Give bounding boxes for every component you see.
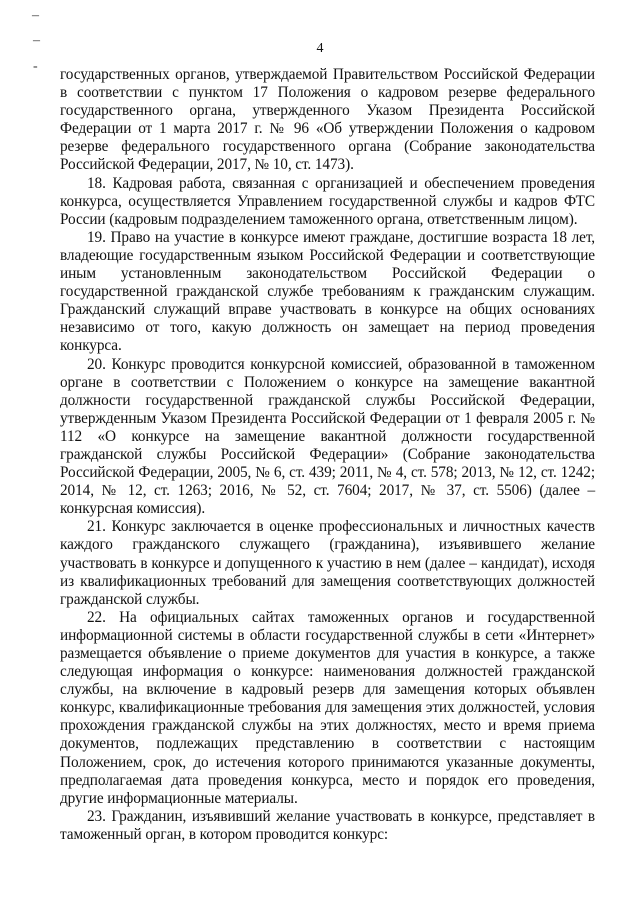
paragraph-18: 18. Кадровая работа, связанная с организацией и обеспечением проведения конкурса, осуществляется Управлением государственной службы и кадров ФТС России (кадровым подразделением таможенного органа, ответственным лицом). xyxy=(60,174,595,228)
margin-mark: – xyxy=(32,8,39,23)
margin-mark: – xyxy=(33,33,40,48)
paragraph-continuation: государственных органов, утверждаемой Правительством Российской Федерации в соответствии с пунктом 17 Положения о кадровом резерве федерального государственного органа, утвержденного Указом Президента Российской Федерации от 1 марта 2017 г. № 96 «Об утверждении Положения о кадровом резерве федерального государственного органа (Собрание законодательства Российской Федерации, 2017, № 10, ст. 1473). xyxy=(60,66,595,174)
paragraph-20: 20. Конкурс проводится конкурсной комиссией, образованной в таможенном органе в соответствии с Положением о конкурсе на замещение вакантной должности государственной гражданской службы Российской Федерации, утвержденным Указом Президента Российской Федерации от 1 февраля 2005 г. № 112 «О конкурсе на замещение вакантной должности государственной гражданской службы Российской Федерации» (Собрание законодательства Российской Федерации, 2005, № 6, ст. 439; 2011, № 4, ст. 578; 2013, № 12, ст. 1242; 2014, № 12, ст. 1263; 2016, № 52, ст. 7604; 2017, № 37, ст. 5506) (далее – конкурсная комиссия). xyxy=(60,355,595,518)
paragraph-21: 21. Конкурс заключается в оценке профессиональных и личностных качеств каждого гражданского служащего (гражданина), изъявившего желание участвовать в конкурсе и допущенного к участию в нем (далее – кандидат), исходя из квалификационных требований для замещения соответствующих должностей гражданской службы. xyxy=(60,518,595,608)
document-body xyxy=(60,66,595,844)
margin-mark: - xyxy=(33,59,38,74)
paragraph-23: 23. Гражданин, изъявивший желание участвовать в конкурсе, представляет в таможенный орган, в котором проводится конкурс: xyxy=(60,807,595,843)
page-number: 4 xyxy=(316,41,324,56)
paragraph-19: 19. Право на участие в конкурсе имеют граждане, достигшие возраста 18 лет, владеющие государственным языком Российской Федерации и соответствующие иным установленным законодательством Российской Федерации о государственной гражданской службе требованиям к гражданским служащим. Гражданский служащий вправе участвовать в конкурсе на общих основаниях независимо от того, какую должность он замещает на период проведения конкурса. xyxy=(60,228,595,355)
paragraph-22: 22. На официальных сайтах таможенных органов и государственной информационной системы в области государственной службы в сети «Интернет» размещается объявление о приеме документов для участия в конкурсе, а также следующая информация о конкурсе: наименования должностей гражданской службы, на включение в кадровый резерв для замещения которых объявлен конкурс, квалификационные требования для замещения этих должностей, условия прохождения гражданской службы на этих должностях, место и время приема документов, подлежащих представлению в соответствии с настоящим Положением, срок, до истечения которого принимаются указанные документы, предполагаемая дата проведения конкурса, место и порядок его проведения, другие информационные материалы. xyxy=(60,608,595,807)
